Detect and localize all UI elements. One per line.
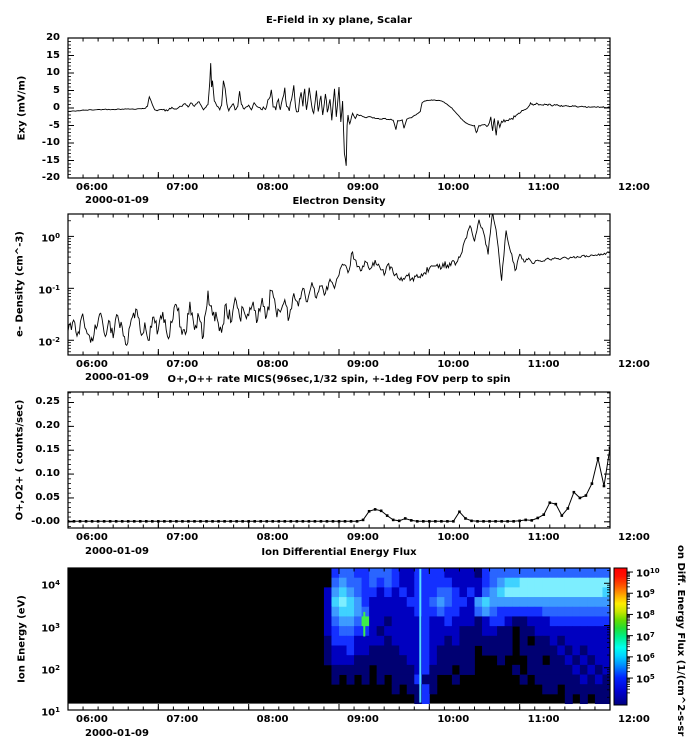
y-tick-label: $10^4$ [41, 579, 60, 592]
y-tick-label: 20 [46, 32, 60, 43]
panel3-date: 2000-01-09 [85, 546, 149, 557]
x-tick-label: 06:00 [76, 714, 108, 725]
y-tick-label: $10^3$ [41, 621, 60, 634]
panel4-date: 2000-01-09 [85, 728, 149, 739]
colorbar-tick-label: $10^7$ [636, 630, 655, 643]
y-tick-label: $10^{-2}$ [38, 336, 60, 349]
y-tick-label: 5 [53, 84, 60, 96]
colorbar-tick-label: $10^9$ [636, 588, 655, 601]
panel1-date: 2000-01-09 [85, 195, 149, 206]
y-tick-label: $10^1$ [41, 706, 60, 719]
x-tick-label: 09:00 [347, 714, 379, 725]
panel4-title: Ion Differential Energy Flux [261, 547, 417, 558]
x-tick-label: 11:00 [527, 359, 560, 370]
x-tick-label: 06:00 [76, 359, 108, 370]
x-tick-label: 08:00 [256, 359, 289, 370]
y-tick-label: 0.20 [35, 420, 60, 432]
colorbar-label: on Diff. Energy Flux (1/(cm^2-s-sr [675, 545, 686, 737]
y-tick-label: 15 [46, 49, 60, 61]
y-tick-label: $10^2$ [41, 663, 60, 677]
x-tick-label: 09:00 [347, 532, 379, 543]
y-tick-label: 0.10 [35, 468, 60, 480]
panel1-title: E-Field in xy plane, Scalar [265, 15, 413, 26]
panel2-title: Electron Density [292, 196, 386, 207]
y-tick-label: -0.00 [31, 515, 60, 527]
x-tick-label: 07:00 [166, 532, 199, 543]
panel2-date: 2000-01-09 [85, 372, 149, 383]
panel2-ylabel: e- Density (cm^-3) [14, 231, 26, 337]
panel1-ylabel: Exy (mV/m) [16, 75, 28, 141]
x-tick-label: 12:00 [618, 532, 650, 543]
y-tick-label: 0.25 [35, 396, 60, 408]
x-tick-label: 12:00 [618, 359, 650, 370]
panel3-title: O+,O++ rate MICS(96sec,1/32 spin, +-1deg FOV perp to spin [167, 374, 511, 385]
x-tick-label: 08:00 [256, 182, 289, 193]
x-tick-label: 11:00 [527, 532, 560, 543]
x-tick-label: 12:00 [618, 182, 650, 193]
x-tick-label: 08:00 [256, 532, 289, 543]
y-tick-label: -10 [41, 137, 60, 148]
x-tick-label: 06:00 [76, 182, 108, 193]
y-tick-label: 10 [46, 67, 60, 78]
colorbar-tick-label: $10^8$ [636, 609, 655, 622]
x-tick-label: 07:00 [166, 714, 199, 725]
x-tick-label: 11:00 [527, 182, 560, 193]
x-tick-label: 09:00 [347, 359, 379, 370]
y-tick-label: $10^0$ [41, 232, 60, 245]
x-tick-label: 11:00 [527, 714, 560, 725]
x-tick-label: 09:00 [347, 182, 379, 193]
y-tick-label: -15 [41, 154, 60, 166]
colorbar-tick-label: $10^6$ [636, 651, 655, 665]
colorbar-tick-label: $10^{10}$ [636, 567, 660, 580]
colorbar-tick-label: $10^5$ [636, 673, 655, 686]
x-tick-label: 10:00 [437, 359, 470, 370]
x-tick-label: 07:00 [166, 182, 199, 193]
panel4-ylabel: Ion Energy (eV) [16, 595, 28, 683]
y-tick-label: -5 [48, 119, 60, 131]
x-tick-label: 12:00 [618, 714, 650, 725]
x-tick-label: 06:00 [76, 532, 108, 543]
panel3-ylabel: O+,O2+ ( counts/sec) [14, 399, 26, 521]
x-tick-label: 10:00 [437, 532, 470, 543]
y-tick-label: -20 [41, 172, 60, 183]
x-tick-label: 10:00 [437, 714, 470, 725]
y-tick-label: 0.05 [35, 491, 60, 503]
y-tick-label: $10^{-1}$ [38, 284, 60, 297]
x-tick-label: 07:00 [166, 359, 199, 370]
y-tick-label: 0 [53, 102, 60, 113]
x-tick-label: 10:00 [437, 182, 470, 193]
y-tick-label: 0.15 [35, 444, 60, 456]
x-tick-label: 08:00 [256, 714, 289, 725]
